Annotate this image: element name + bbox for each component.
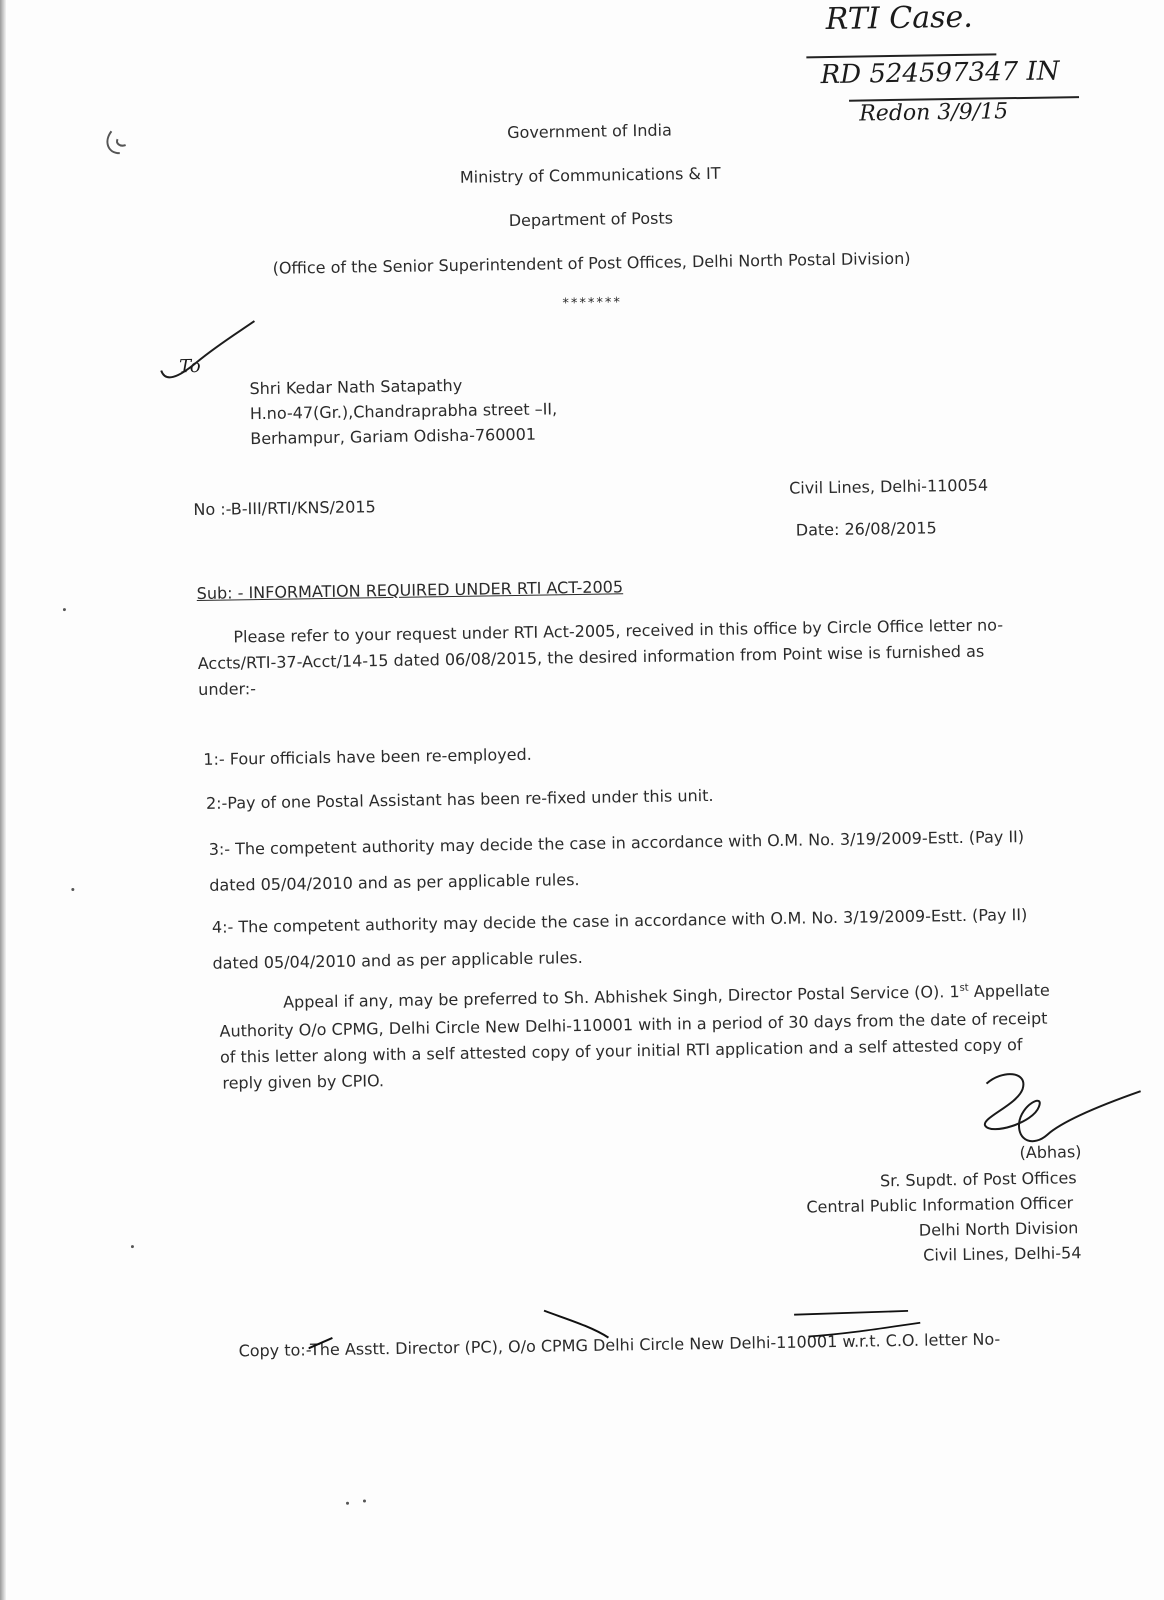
signatory-name: (Abhas) bbox=[1019, 1142, 1082, 1163]
date: Date: 26/08/2015 bbox=[795, 518, 937, 540]
header-ministry: Ministry of Communications & IT bbox=[459, 163, 721, 187]
scan-speck bbox=[63, 608, 66, 611]
designation-1: Sr. Supdt. of Post Offices bbox=[879, 1168, 1077, 1191]
addressee-address-line1: H.no-47(Gr.),Chandraprabha street –II, bbox=[249, 399, 558, 424]
header-stars: ******* bbox=[562, 295, 623, 312]
intro-line-2: Accts/RTI-37-Acct/14-15 dated 06/08/2015, the desired information from Point wise is furnished as bbox=[197, 641, 985, 673]
scan-speck bbox=[363, 1499, 366, 1502]
point-4-line-2: dated 05/04/2010 and as per applicable rules. bbox=[212, 947, 583, 973]
point-4-line-1: 4:- The competent authority may decide the case in accordance with O.M. No. 3/19/2009-Estt. (Pay II) bbox=[211, 904, 1028, 937]
scan-speck bbox=[71, 888, 74, 891]
appeal-line-2: Authority O/o CPMG, Delhi Circle New Delhi-110001 with in a period of 30 days from the date of receipt bbox=[219, 1008, 1048, 1041]
intro-line-3: under:- bbox=[198, 679, 257, 699]
header-government: Government of India bbox=[507, 120, 672, 143]
point-1: 1:- Four officials have been re-employed. bbox=[203, 744, 532, 769]
point-2: 2:-Pay of one Postal Assistant has been re-fixed under this unit. bbox=[205, 785, 714, 813]
place: Civil Lines, Delhi-110054 bbox=[788, 475, 989, 498]
handwritten-to: To bbox=[178, 355, 201, 378]
header-office: (Office of the Senior Superintendent of Post Offices, Delhi North Postal Division) bbox=[272, 248, 911, 278]
header-department: Department of Posts bbox=[508, 208, 674, 231]
subject-line: Sub: - INFORMATION REQUIRED UNDER RTI ACT-2005 bbox=[196, 577, 624, 603]
appeal-line-3: of this letter along with a self attested copy of your initial RTI application and a self attested copy of bbox=[219, 1035, 1023, 1067]
appeal-line-4: reply given by CPIO. bbox=[222, 1071, 385, 1093]
designation-2: Central Public Information Officer bbox=[806, 1193, 1074, 1217]
strike-marks bbox=[308, 1297, 1009, 1368]
handwritten-case-label: RTI Case. bbox=[825, 0, 974, 38]
point-3-line-2: dated 05/04/2010 and as per applicable rules. bbox=[209, 870, 580, 895]
appeal-line-1 bbox=[283, 981, 1050, 1012]
appeal-line-1-text: Appeal if any, may be preferred to Sh. Abhishek Singh, Director Postal Service (O). 1 bbox=[282, 982, 960, 1012]
copy-to-line: Copy to:-The Asstt. Director (PC), O/o CPMG Delhi Circle New Delhi-110001 w.r.t. C.O. letter No- bbox=[238, 1329, 1001, 1361]
intro-line-1: Please refer to your request under RTI Act-2005, received in this office by Circle Office letter no- bbox=[233, 615, 1004, 647]
reference-number: No :-B-III/RTI/KNS/2015 bbox=[193, 497, 376, 520]
appeal-ordinal-suffix: st bbox=[959, 982, 969, 994]
scan-speck bbox=[346, 1502, 349, 1505]
handwritten-received-note: Redon 3/9/15 bbox=[859, 99, 1009, 127]
checkmark-icon bbox=[156, 315, 267, 387]
scan-speck bbox=[131, 1245, 134, 1248]
point-3-line-1: 3:- The competent authority may decide the case in accordance with O.M. No. 3/19/2009-Estt. (Pay II) bbox=[208, 827, 1025, 859]
handwritten-tracking-number: RD 524597347 IN bbox=[820, 56, 1060, 91]
addressee-name: Shri Kedar Nath Satapathy bbox=[249, 375, 463, 399]
designation-4: Civil Lines, Delhi-54 bbox=[923, 1243, 1082, 1265]
appeal-line-1-end: Appellate bbox=[968, 980, 1050, 1001]
addressee-address-line2: Berhampur, Gariam Odisha-760001 bbox=[250, 424, 537, 449]
designation-3: Delhi North Division bbox=[918, 1218, 1079, 1240]
